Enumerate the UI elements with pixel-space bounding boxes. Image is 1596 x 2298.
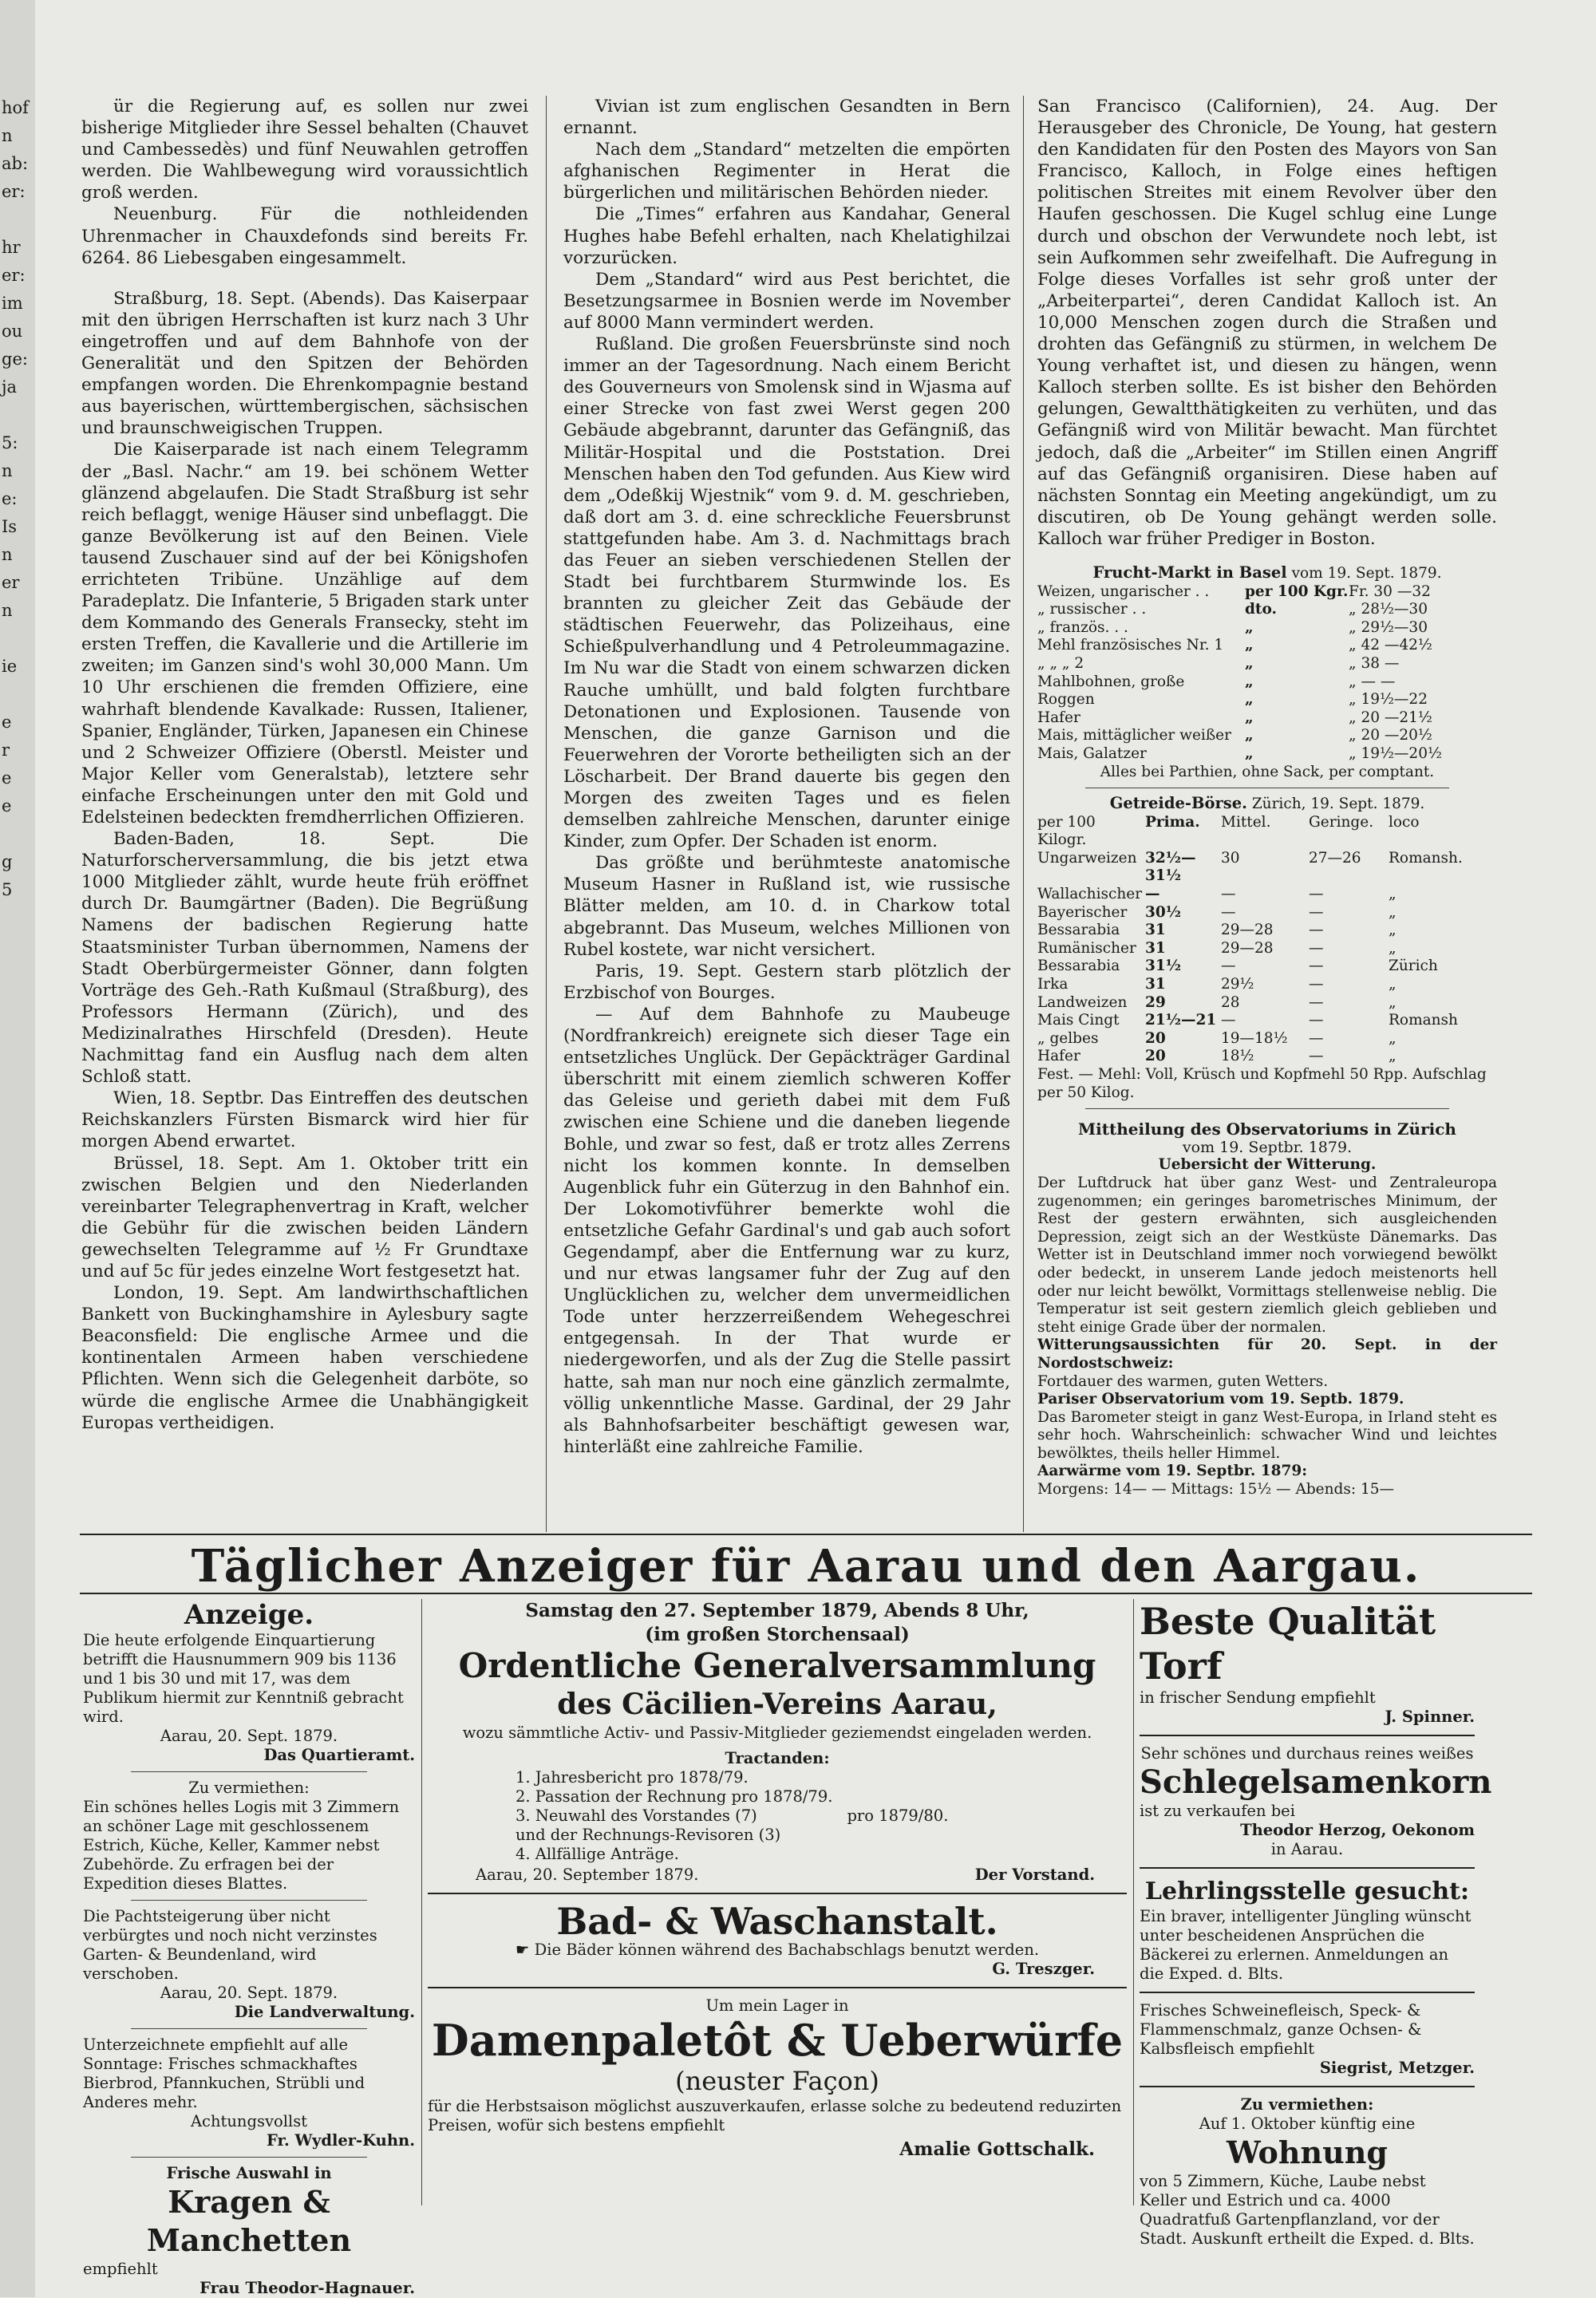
edge-fragment [2,681,34,709]
market-cell: „ [1245,709,1254,726]
exchange-title: Getreide-Börse. [1109,794,1247,813]
market-cell: dto. [1245,601,1277,618]
tractandum-item: 1. Jahresbericht pro 1878/79. [516,1768,749,1787]
exchange-cell: 29 [1145,993,1166,1011]
san-francisco-report [1037,96,1497,550]
pacht-signature: Die Landverwaltung. [234,2003,415,2021]
exchange-cell: 27—26 [1309,849,1361,867]
exchange-table [1037,850,1497,1066]
exchange-cell: „ [1389,886,1396,903]
edge-fragment: ie [2,657,18,676]
edge-fragments [2,94,34,932]
article-paragraph: Wien, 18. Septbr. Das Eintreffen des deutschen Reichskanzlers Fürsten Bismarck wird hier für morgen Abend erwartet. [81,1088,528,1152]
exchange-place: Zürich, 19. Sept. 1879. [1251,796,1425,813]
exchange-cell: 29½ [1221,976,1254,993]
basel-grain-market [1037,564,1497,781]
zurich-grain-exchange [1037,795,1497,1102]
exchange-cell: 19—18½ [1221,1029,1288,1047]
observatory-date: vom 19. Septbr. 1879. [1182,1138,1353,1156]
coat-text: für die Herbstsaison möglichst auszuverkaufen, erlasse solche zu bedeutend reduzirten Preisen, wofür sich bestens empfiehlt [428,2097,1122,2134]
exchange-cell: — [1309,976,1324,993]
pointing-hand-icon: ☛ [515,1941,535,1959]
exchange-cell: 30½ [1145,903,1182,921]
torf-text: in frischer Sendung empfiehlt [1140,1688,1376,1707]
seed-text: Sehr schönes und durchaus reines weißes [1140,1744,1474,1763]
market-cell: Mais, mittäglicher weißer [1037,727,1231,744]
market-cell: „ 38 — [1349,654,1400,672]
flat-text: von 5 Zimmern, Küche, Laube nebst Keller und Estrich und ca. 4000 Quadratfuß Gartenpflanzland, vor der Stadt. Auskunft ertheilt die Exped. d. Blts. [1140,2172,1475,2248]
masthead-rule-bottom [80,1593,1532,1594]
bath-text [428,1941,1127,1960]
exchange-row [1037,994,1497,1013]
article-paragraph: — Auf dem Bahnhofe zu Maubeuge (Nordfrankreich) ereignete sich dieser Tage ein entsetzliches Unglück. Der Gepäckträger Gardinal überschritt mit einem ziemlich schweren Koffer das Geleise und gerieth dabei mit dem Fuß zwischen eine Schiene und die daneben liegende Bohle, und zwar so fest, daß er trotz alles Zerrens nicht los kommen konnte. In demselben Augenblick fuhr ein Güterzug in den Bahnhof ein. Der Lokomotivführer bemerkte wohl die entsetzliche Gefahr Gardinal's und gab auch sofort Gegendampf, aber die Entfernung war zu kurz, und nur etwas langsamer fuhr der Zug auf den Unglücklichen zu, welcher dem unvermeidlichen Tode unter herzzerreißendem Wehegeschrei entgegensah. In der That wurde er niedergeworfen, und als der Zug die Stelle passirt hatte, sah man nur noch eine gänzlich zermalmte, völlig unkenntliche Masse. Gardinal, der 29 Jahr als Bahnhofsarbeiter beschäftigt gewesen war, hinterläßt eine zahlreiche Familie. [563,1004,1010,1457]
exchange-cell: „ [1389,1029,1396,1047]
column-rule [1023,96,1024,1532]
market-title: Frucht-Markt in Basel [1092,563,1287,582]
market-cell: „ 29½—30 [1349,618,1428,636]
exchange-header-cell: Mittel. [1221,813,1271,831]
collar-title: Frische Auswahl in [166,2164,332,2182]
sunday-text: Unterzeichnete empfiehlt auf alle Sonntage: Frisches schmackhaftes Bierbrod, Pfannkuchen, Strübli und Anderes mehr. [83,2035,365,2111]
pacht-place: Aarau, 20. Sept. 1879. [160,1984,338,2002]
coat-subtitle: (neuster Façon) [675,2066,879,2096]
exchange-cell: 21½—21 [1145,1012,1217,1029]
paris-title: Pariser Observatorium vom 19. Septb. 1879. [1037,1391,1404,1408]
exchange-cell: Wallachischer [1037,886,1143,903]
edge-fragment [2,904,34,932]
exchange-cell: — [1309,922,1324,939]
exchange-cell: — [1309,1048,1324,1065]
tractandum-item: und der Rechnungs-Revisoren (3) [516,1826,781,1844]
exchange-cell: — [1309,1029,1324,1047]
exchange-header-cell: loco [1389,813,1420,831]
edge-fragment: 5: [2,433,18,452]
exchange-cell: — [1309,1012,1324,1029]
ads-left-column [83,1599,415,2298]
market-row [1037,691,1497,709]
exchange-cell: Romansh [1389,1012,1458,1029]
coat-title: Damenpaletôt & Ueberwürfe [431,2015,1124,2066]
seed-sale: ist zu verkaufen bei [1140,1802,1295,1820]
edge-fragment: ou [2,322,23,341]
exchange-cell: „ [1389,939,1396,957]
market-cell: „ [1245,691,1254,709]
forecast-text: Fortdauer des warmen, guten Wetters. [1037,1372,1329,1390]
market-row [1037,709,1497,728]
exchange-cell: — [1145,886,1160,903]
market-table [1037,583,1497,764]
tractanden-title: Tractanden: [725,1749,830,1767]
exchange-row [1037,850,1497,886]
news-column-3 [1037,96,1497,1499]
edge-fragment: e [2,796,12,815]
exchange-cell: 18½ [1221,1048,1254,1065]
market-note: Alles bei Parthien, ohne Sack, per comptant. [1100,763,1435,780]
divider [1140,2086,1475,2087]
tractandum-item: 4. Allfällige Anträge. [516,1845,679,1863]
divider [1140,1992,1475,1993]
exchange-cell: „ [1389,1048,1396,1065]
edge-fragment: e [2,768,12,788]
exchange-cell: — [1309,958,1324,975]
market-cell: „ [1245,654,1254,672]
seed-signature: Theodor Herzog, Oekonom [1240,1821,1475,1839]
news-column-2 [563,96,1010,1458]
assembly-footer [476,1866,1095,1885]
exchange-cell: — [1309,886,1324,903]
bath-text-body: Die Bäder können während des Bachabschlags benutzt werden. [534,1941,1040,1959]
article-paragraph: Brüssel, 18. Sept. Am 1. Oktober tritt ein zwischen Belgien und den Niederlanden vereinbarter Telegraphenvertrag in Kraft, welcher die Gebühr für die zwischen beiden Ländern gewechselten Telegramme auf ½ Fr Grundtaxe und auf 5c für jedes einzelne Wort festgesetzt hat. [81,1153,528,1281]
article-paragraph: Die „Times“ erfahren aus Kandahar, General Hughes habe Befehl erhalten, nach Khelatighilzai vorzurücken. [563,204,1010,268]
exchange-cell: — [1309,939,1324,957]
sunday-regards: Achtungsvollst [190,2112,308,2130]
exchange-cell: „ [1389,922,1396,939]
article-paragraph: Dem „Standard“ wird aus Pest berichtet, die Besetzungsarmee in Bosnien werde im November auf 8000 Mann vermindert werden. [563,269,1010,333]
tractanden-block [516,1768,1127,1864]
edge-fragment: n [2,126,13,145]
flat-title: Zu vermiethen: [1240,2095,1374,2114]
exchange-cell: 20 [1145,1029,1166,1047]
exchange-cell: — [1309,993,1324,1011]
exchange-cell: — [1309,903,1324,921]
assembly-signature: Der Vorstand. [974,1866,1095,1884]
ad-column-rule [421,1599,422,2205]
bath-title: Bad- & Waschanstalt. [556,1900,998,1943]
collar-recommend: empfiehlt [83,2260,158,2278]
exchange-cell: Romansh. [1389,849,1463,867]
exchange-cell: — [1221,958,1236,975]
exchange-cell: Landweizen [1037,993,1128,1011]
edge-fragment [2,625,34,653]
exchange-cell: 31 [1145,922,1166,939]
exchange-row [1037,1048,1497,1066]
apprentice-title: Lehrlingsstelle gesucht: [1144,1877,1470,1905]
edge-fragment: ja [2,377,18,397]
article-paragraph: Die Kaiserparade ist nach einem Telegramm der „Basl. Nachr.“ am 19. bei schönem Wetter glänzend abgelaufen. Die Stadt Straßburg ist sehr reich beflaggt, wenige Häuser sind unbeflaggt. Die ganze Bevölkerung ist auf den Beinen. Viele tausend Zuschauer sind auf der bei Königshofen errichteten Tribüne. Unzählige auf dem Paradeplatz. Die Infanterie, 5 Brigaden stark unter dem Kommando des Generals Fransecky, steht im ersten Treffen, die Kavallerie und die Artillerie im zweiten; im Ganzen sind's wohl 30,000 Mann. Um 10 Uhr erschienen die fremden Offiziere, eine wahrhaft blendende Kavalkade: Russen, Italiener, Spanier, Engländer, Türken, Japanesen ein Chinese und 2 Schweizer Offiziere (Oberstl. Meister und Major Keller vom Generalstab), letztere sehr einfache Erscheinungen unter den mit Gold und Edelsteinen bedeckten fremdherrlichen Offizieren. [81,440,528,827]
tractanden-term: pro 1879/80. [847,1806,949,1825]
edge-fragment: n [2,601,13,620]
market-cell: „ — — [1349,673,1396,690]
market-cell: „ [1245,727,1254,744]
edge-fragment: hof [2,98,29,117]
exchange-cell: — [1221,1012,1236,1029]
water-temp-title: Aarwärme vom 19. Septbr. 1879: [1037,1463,1308,1480]
observatory-report [1037,1120,1497,1498]
divider [131,2028,367,2029]
collar-headline: Kragen & Manchetten [146,2184,352,2258]
divider [1085,1108,1449,1109]
article-paragraph: Paris, 19. Sept. Gestern starb plötzlich der Erzbischof von Bourges. [563,961,1010,1003]
seed-place: in Aarau. [1270,1840,1344,1858]
edge-fragment: er [2,573,20,592]
rent-title: Zu vermiethen: [188,1779,310,1797]
market-cell: „ „ „ 2 [1037,654,1084,672]
exchange-cell: Ungarweizen [1037,849,1137,867]
edge-fragment [2,206,34,234]
article-paragraph: Das größte und berühmteste anatomische Museum Hasner in Rußland ist, wie russische Blätter melden, am 10. d. in Charkow total abgebrannt. Das Museum, welches Millionen von Rubel kostete, war nicht versichert. [563,853,1010,960]
weather-overview-title: Uebersicht der Witterung. [1158,1156,1377,1174]
market-cell: Mehl französisches Nr. 1 [1037,637,1224,654]
market-cell: Hafer [1037,709,1080,726]
exchange-row [1037,886,1497,904]
edge-fragment: r [2,740,10,760]
exchange-header-cell: per 100 Kilogr. [1037,813,1096,849]
exchange-row [1037,1030,1497,1048]
divider [131,1900,367,1901]
exchange-header [1037,814,1497,850]
assembly-organization: des Cäcilien-Vereins Aarau, [557,1688,998,1721]
meat-signature: Siegrist, Metzger. [1319,2059,1475,2077]
edge-fragment: im [2,294,23,313]
exchange-cell: Bessarabia [1037,958,1120,975]
torf-title: Beste Qualität Torf [1140,1600,1436,1688]
exchange-cell: Irka [1037,976,1069,993]
torf-signature: J. Spinner. [1385,1708,1475,1726]
forecast-title: Witterungsaussichten für 20. Sept. in der Nordostschweiz: [1037,1337,1497,1372]
exchange-row [1037,904,1497,922]
tractanden-list [516,1768,832,1864]
exchange-row [1037,1012,1497,1030]
market-cell: „ 19½—20½ [1349,744,1442,762]
market-row [1037,619,1497,638]
exchange-cell: „ [1389,976,1396,993]
sunday-signature: Fr. Wydler-Kuhn. [266,2131,415,2150]
edge-fragment: n [2,461,13,480]
edge-fragment: e [2,713,12,732]
divider [1140,1735,1475,1736]
market-row [1037,655,1497,673]
exchange-cell: — [1221,886,1236,903]
market-cell: „ russischer . . [1037,601,1147,618]
exchange-cell: 29—28 [1221,922,1274,939]
exchange-cell: Bayerischer [1037,903,1128,921]
exchange-row [1037,958,1497,976]
exchange-cell: „ gelbes [1037,1029,1099,1047]
seed-title: Schlegelsamenkorn [1140,1763,1492,1801]
anzeige-text: Die heute erfolgende Einquartierung betrifft die Hausnummern 909 bis 1136 und 1 bis 30 und mit 17, was dem Publikum hiermit zur Kenntniß gebracht wird. [83,1631,404,1726]
weather-text: Der Luftdruck hat über ganz West- und Zentraleuropa zugenommen; ein geringes barometrisches Minimum, der Rest der gestern erwähnten, sich ausgleichenden Depression, zeigt sich an der Westküste Dänemarks. Das Wetter ist in Deutschland immer noch vorwiegend bewölkt oder bedeckt, in unserem Lande jedoch meistenorts hell oder nur leicht bewölkt, Vormittags stellenweise neblig. Die Temperatur ist seit gestern ziemlich gleich geblieben und steht einige Grade über der normalen. [1037,1174,1497,1336]
ads-right-column [1140,1599,1492,2249]
market-row [1037,637,1497,655]
article-paragraph: Nach dem „Standard“ metzelten die empörten afghanischen Regimenter in Herat die bürgerlichen und militärischen Behörden nieder. [563,140,1010,203]
exchange-row [1037,922,1497,940]
exchange-cell: 32½—31½ [1145,849,1196,885]
edge-fragment: er: [2,182,26,201]
tractandum-item: 3. Neuwahl des Vorstandes (7) [516,1806,757,1825]
exchange-cell: — [1221,903,1236,921]
exchange-cell: 28 [1221,993,1240,1011]
news-column-1 [81,96,528,1434]
anzeige-place: Aarau, 20. Sept. 1879. [160,1727,338,1745]
pacht-text: Die Pachtsteigerung über nicht verbürgtes und noch nicht verzinstes Garten- & Beundenland, wird verschoben. [83,1907,377,1983]
exchange-note: Fest. — Mehl: Voll, Krüsch und Kopfmehl 50 Rpp. Aufschlag per 50 Kilog. [1037,1066,1487,1101]
article-paragraph: Neuenburg. Für die nothleidenden Uhrenmacher in Chauxdefonds sind bereits Fr. 6264. 86 Liebesgaben eingesammelt. [81,204,528,268]
exchange-cell: Bessarabia [1037,922,1120,939]
exchange-cell: Hafer [1037,1048,1080,1065]
assembly-place: (im großen Storchensaal) [645,1624,910,1645]
divider [428,1987,1127,1988]
observatory-title: Mittheilung des Observatoriums in Zürich [1078,1119,1456,1139]
article-paragraph: London, 19. Sept. Am landwirthschaftlichen Bankett von Buckinghamshire in Aylesbury sagte Beaconsfield: Die englische Armee und die kontinentalen Armeen haben verschiedene Pflichten. Wenn sich die Gelegenheit darböte, so würde die englische Armee die Unabhängigkeit Europas vertheidigen. [81,1283,528,1433]
market-cell: Roggen [1037,691,1095,709]
edge-fragment [2,401,34,429]
assembly-title: Ordentliche Generalversammlung [458,1646,1096,1685]
market-cell: „ 28½—30 [1349,601,1428,618]
exchange-cell: 30 [1221,849,1240,867]
anzeige-signature: Das Quartieramt. [263,1746,415,1764]
edge-fragment: ab: [2,154,29,173]
exchange-cell: „ [1389,993,1396,1011]
exchange-cell: „ [1389,903,1396,921]
assembly-place-date: Aarau, 20. September 1879. [476,1866,699,1884]
water-temp-values: Morgens: 14— — Mittags: 15½ — Abends: 15— [1037,1481,1395,1498]
exchange-cell: 31½ [1145,958,1182,975]
article-paragraph: Vivian ist zum englischen Gesandten in Bern ernannt. [563,97,1010,139]
market-cell: „ französ. . . [1037,618,1128,636]
exchange-cell: 31 [1145,939,1166,957]
article-paragraph: ür die Regierung auf, es sollen nur zwei bisherige Mitglieder ihre Sessel behalten (Chauvet und Cambessedès) und fünf Neuwahlen getroffen werden. Die Wahlbewegung wird voraussichtlich groß werden. [81,97,528,203]
market-cell: Mais, Galatzer [1037,744,1147,762]
market-cell: per 100 Kgr. [1245,582,1349,600]
market-row [1037,727,1497,745]
market-cell: Fr. 30 —32 [1349,582,1431,600]
market-row [1037,601,1497,619]
market-date: vom 19. Sept. 1879. [1291,564,1442,582]
exchange-cell: 20 [1145,1048,1166,1065]
divider [428,1893,1127,1894]
edge-fragment: e: [2,489,18,508]
article-paragraph: Baden-Baden, 18. Sept. Die Naturforscherversammlung, die bis jetzt etwa 1000 Mitglieder zählt, wurde heute früh eröffnet durch Dr. Baumgärtner (Baden). Die Begrüßung Namens der badischen Regierung hatte Staatsminister Turban übernommen, Namens der Stadt Oberbürgermeister Gönner, dann folgten Vorträge des Geh.-Rath Kußmaul (Straßburg), des Professors Hermann (Zürich), und des Medizinalrathes Hirschfeld (Dresden). Heute Nachmittag fand ein Ausflug nach dem alten Schloß statt. [81,829,528,1088]
market-cell: Weizen, ungarischer . . [1037,582,1210,600]
edge-fragment: ge: [2,349,28,369]
article-paragraph: San Francisco (Californien), 24. Aug. Der Herausgeber des Chronicle, De Young, hat gestern den Kandidaten für den Posten des Mayors von San Francisco, Kalloch, in Folge eines heftigen politischen Streites mit einem Revolver über den Haufen geschossen. Die Kugel schlug eine Lunge durch und obschon der Verwundete noch lebt, ist sein Aufkommen sehr zweifelhaft. Die Aufregung in Folge dieses Vorfalles ist sehr groß unter der „Arbeiterpartei“, deren Candidat Kalloch ist. An 10,000 Menschen zogen durch die Straßen und drohten das Gefängniß zu stürmen, in welchem De Young verhaftet ist, und diesen zu hängen, wenn Kalloch sterben sollte. Es ist bisher den Behörden gelungen, Gewaltthätigkeiten zu verhüten, und das Gefängniß wird von Militär bewacht. Man fürchtet jedoch, daß die „Arbeiter“ im Stillen einen Angriff auf das Gefängniß organisiren. Diese haben auf nächsten Sonntag ein Meeting angekündigt, um zu discutiren, ob De Young gehängt werden solle. Kalloch war früher Prediger in Boston. [1037,97,1497,549]
column-rule [546,96,547,1532]
edge-fragment: n [2,545,13,564]
rent-text: Ein schönes helles Logis mit 3 Zimmern an schöner Lage mit geschlossenem Estrich, Küche, Keller, Kammer nebst Zubehörde. Zu erfragen bei der Expedition dieses Blattes. [83,1798,400,1893]
exchange-row [1037,940,1497,958]
masthead-rule-top [80,1534,1532,1535]
market-cell: „ [1245,618,1254,636]
exchange-header-cell: Prima. [1145,813,1200,831]
market-cell: „ [1245,673,1254,690]
tractandum-item: 2. Passation der Rechnung pro 1878/79. [516,1787,833,1806]
exchange-cell: Mais Cingt [1037,1012,1120,1029]
edge-fragment: Is [2,517,18,536]
edge-fragment: er: [2,266,26,285]
market-cell: „ 42 —42½ [1349,637,1432,654]
edge-fragment: hr [2,238,21,257]
ads-middle-column [428,1599,1127,2159]
exchange-row [1037,976,1497,994]
assembly-date: Samstag den 27. September 1879, Abends 8 Uhr, [525,1600,1029,1621]
edge-fragment [2,820,34,848]
paris-text: Das Barometer steigt in ganz West-Europa, in Irland steht es sehr hoch. Wahrscheinlich: schwacher Wind und leichtes bewölktes, theils heller Himmel. [1037,1408,1497,1462]
edge-fragment: 5 [2,880,13,899]
anzeige-title: Anzeige. [184,1599,314,1631]
market-row [1037,745,1497,764]
exchange-cell: 29—28 [1221,939,1274,957]
market-row [1037,673,1497,692]
exchange-cell: Zürich [1389,958,1438,975]
market-cell: „ 19½—22 [1349,691,1428,709]
exchange-cell: 31 [1145,976,1166,993]
article-paragraph: Straßburg, 18. Sept. (Abends). Das Kaiserpaar mit den übrigen Herrschaften ist kurz nach 3 Uhr eingetroffen und auf dem Bahnhofe von der Generalität und den Spitzen der Behörden empfangen worden. Die Ehrenkompagnie bestand aus bayerischen, württembergischen, sächsischen und braunschweigischen Truppen. [81,288,528,439]
market-cell: „ 20 —20½ [1349,727,1432,744]
exchange-header-cell: Geringe. [1309,813,1374,831]
advertiser-masthead: Täglicher Anzeiger für Aarau und den Aargau. [191,1540,1421,1593]
collar-signature: Frau Theodor-Hagnauer. [200,2279,415,2297]
flat-subtitle: Auf 1. Oktober künftig eine [1199,2114,1416,2133]
left-page-edge [0,0,35,2297]
article-paragraph: Rußland. Die großen Feuersbrünste sind noch immer an der Tagesordnung. Nach einem Bericht des Gouverneurs von Smolensk sind in Wjasma auf einer Strecke von fast zwei Werst gegen 200 Gebäude abgebrannt, darunter das Gefängniß, das Militär-Hospital und die Poststation. Drei Menschen haben den Tod gefunden. Aus Kiew wird dem „Odeßkij Wjestnik“ vom 9. d. M. geschrieben, daß dort am 3. d. eine schreckliche Feuersbrunst stattgefunden habe. Am 3. d. Nachmittags brach das Feuer an sieben verschiedenen Stellen der Stadt bei furchtbarem Sturmwinde los. Es brannten zu gleicher Zeit das Gebäude der städtischen Feuerwehr, das Polizeihaus, eine Schießpulverhandlung und 4 Petroleummagazine. Im Nu war die Stadt von einem schwarzen dicken Rauche umhüllt, und bald folgten furchtbare Detonationen und Explosionen. Tausende von Menschen, die ganze Garnison und die Feuerwehren der Vororte betheiligten sich an der Löscharbeit. Der Brand dauerte bis gegen den Morgen des zweiten Tages und es fielen demselben zahlreiche Menschen, darunter einige Kinder, zum Opfer. Der Schaden ist enorm. [563,334,1010,852]
divider [1140,1867,1475,1869]
divider [131,1771,367,1772]
market-cell: „ [1245,637,1254,654]
divider [131,2157,367,2158]
ad-column-rule [1133,1599,1134,2205]
market-cell: „ [1245,744,1254,762]
flat-headline: Wohnung [1226,2134,1388,2170]
apprentice-text: Ein braver, intelligenter Jüngling wünscht unter bescheidenen Ansprüchen die Bäckerei zu erlernen. Anmeldungen an die Exped. d. Blts. [1140,1907,1472,1983]
meat-text: Frisches Schweinefleisch, Speck- & Flammenschmalz, ganze Ochsen- & Kalbsfleisch empfiehlt [1140,2001,1422,2058]
assembly-invitation: wozu sämmtliche Activ- und Passiv-Mitglieder geziemendst eingeladen werden. [462,1724,1092,1742]
coat-intro: Um mein Lager in [705,1996,849,2015]
market-row [1037,583,1497,602]
edge-fragment: g [2,852,13,871]
market-cell: „ 20 —21½ [1349,709,1432,726]
market-cell: Mahlbohnen, große [1037,673,1185,690]
exchange-cell: Rumänischer [1037,939,1136,957]
bath-signature: G. Treszger. [992,1960,1095,1978]
coat-signature: Amalie Gottschalk. [899,2138,1095,2160]
